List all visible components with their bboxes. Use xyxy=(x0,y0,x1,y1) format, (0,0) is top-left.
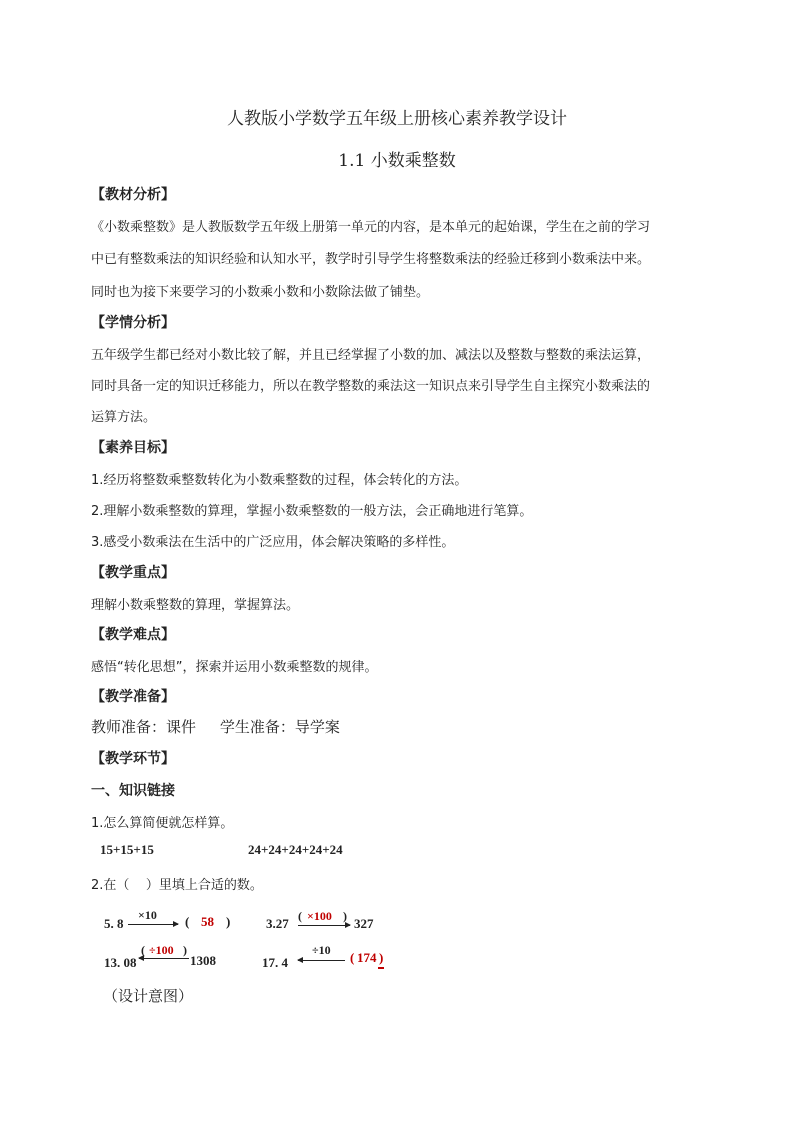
exercise-b-open-paren: ( xyxy=(298,909,302,923)
heading-key-points: 【教学重点】 xyxy=(91,565,175,581)
design-intent: （设计意图） xyxy=(103,987,194,1005)
preparation-text: 教师准备：课件 学生准备：导学案 xyxy=(91,718,340,736)
exercise-c-left: 13. 08 xyxy=(104,955,137,970)
expression-2: 24+24+24+24+24 xyxy=(248,842,343,857)
exercise-c-right: 1308 xyxy=(190,953,216,968)
exercise-a-operator: ×10 xyxy=(138,908,157,922)
exercise-d-operator: ÷10 xyxy=(312,943,331,957)
heading-student-analysis: 【学情分析】 xyxy=(91,315,175,331)
material-analysis-line: 《小数乘整数》是人教版数学五年级上册第一单元的内容，是本单元的起始课，学生在之前的学习 xyxy=(91,220,651,235)
exercise-b-operator: ×100 xyxy=(307,909,332,923)
document-title: 人教版小学数学五年级上册核心素养教学设计 xyxy=(227,109,567,129)
goal-item: 2.理解小数乘整数的算理，掌握小数乘整数的一般方法，会正确地进行笔算。 xyxy=(91,504,533,519)
student-analysis-line: 同时具备一定的知识迁移能力，所以在教学整数的乘法这一知识点来引导学生自主探究小数乘法的 xyxy=(91,379,651,394)
exercise-a-close-paren: ) xyxy=(226,914,231,929)
exercise-a-left: 5. 8 xyxy=(104,916,124,931)
heading-goals: 【素养目标】 xyxy=(91,440,175,456)
exercise-d-open-paren: ( xyxy=(350,950,355,965)
exercise-b-right: 327 xyxy=(354,916,374,931)
exercise-d-close-paren: ) xyxy=(379,950,384,965)
exercise-b-left: 3.27 xyxy=(266,916,289,931)
difficulties-text: 感悟“转化思想”，探索并运用小数乘整数的规律。 xyxy=(91,660,378,675)
arrow-right-icon xyxy=(298,925,350,926)
heading-difficulties: 【教学难点】 xyxy=(91,627,175,643)
student-analysis-line: 运算方法。 xyxy=(91,410,157,425)
exercise-d-left: 17. 4 xyxy=(262,955,288,970)
heading-material-analysis: 【教材分析】 xyxy=(91,187,175,203)
heading-process: 【教学环节】 xyxy=(91,751,175,767)
exercise-c-close-paren: ) xyxy=(183,943,187,957)
goal-item: 3.感受小数乘法在生活中的广泛应用，体会解决策略的多样性。 xyxy=(91,535,455,550)
exercise-c-open-paren: ( xyxy=(141,943,145,957)
arrow-left-icon xyxy=(139,958,189,959)
exercise-b-close-paren: ) xyxy=(343,909,347,923)
goal-item: 1.经历将整数乘整数转化为小数乘整数的过程，体会转化的方法。 xyxy=(91,473,468,488)
sub-heading-knowledge-link: 一、知识链接 xyxy=(91,783,175,799)
question-1: 1.怎么算简便就怎样算。 xyxy=(91,816,234,831)
arrow-right-icon xyxy=(128,924,178,925)
key-points-text: 理解小数乘整数的算理，掌握算法。 xyxy=(91,598,300,613)
exercise-c-operator: ÷100 xyxy=(149,943,174,957)
material-analysis-line: 同时也为接下来要学习的小数乘小数和小数除法做了铺垫。 xyxy=(91,285,430,300)
exercise-a-open-paren: ( xyxy=(185,914,190,929)
arrow-left-icon xyxy=(298,960,345,961)
exercise-a-answer: 58 xyxy=(201,914,214,929)
exercise-d-answer: 174 xyxy=(357,950,377,965)
expression-1: 15+15+15 xyxy=(100,842,154,857)
lesson-title: 1.1 小数乘整数 xyxy=(338,151,456,171)
material-analysis-line: 中已有整数乘法的知识经验和认知水平，教学时引导学生将整数乘法的经验迁移到小数乘法中来。 xyxy=(91,252,651,267)
red-mark xyxy=(378,967,384,969)
heading-preparation: 【教学准备】 xyxy=(91,689,175,705)
question-2: 2.在（ ）里填上合适的数。 xyxy=(91,878,263,893)
student-analysis-line: 五年级学生都已经对小数比较了解，并且已经掌握了小数的加、减法以及整数与整数的乘法运算， xyxy=(91,348,651,363)
